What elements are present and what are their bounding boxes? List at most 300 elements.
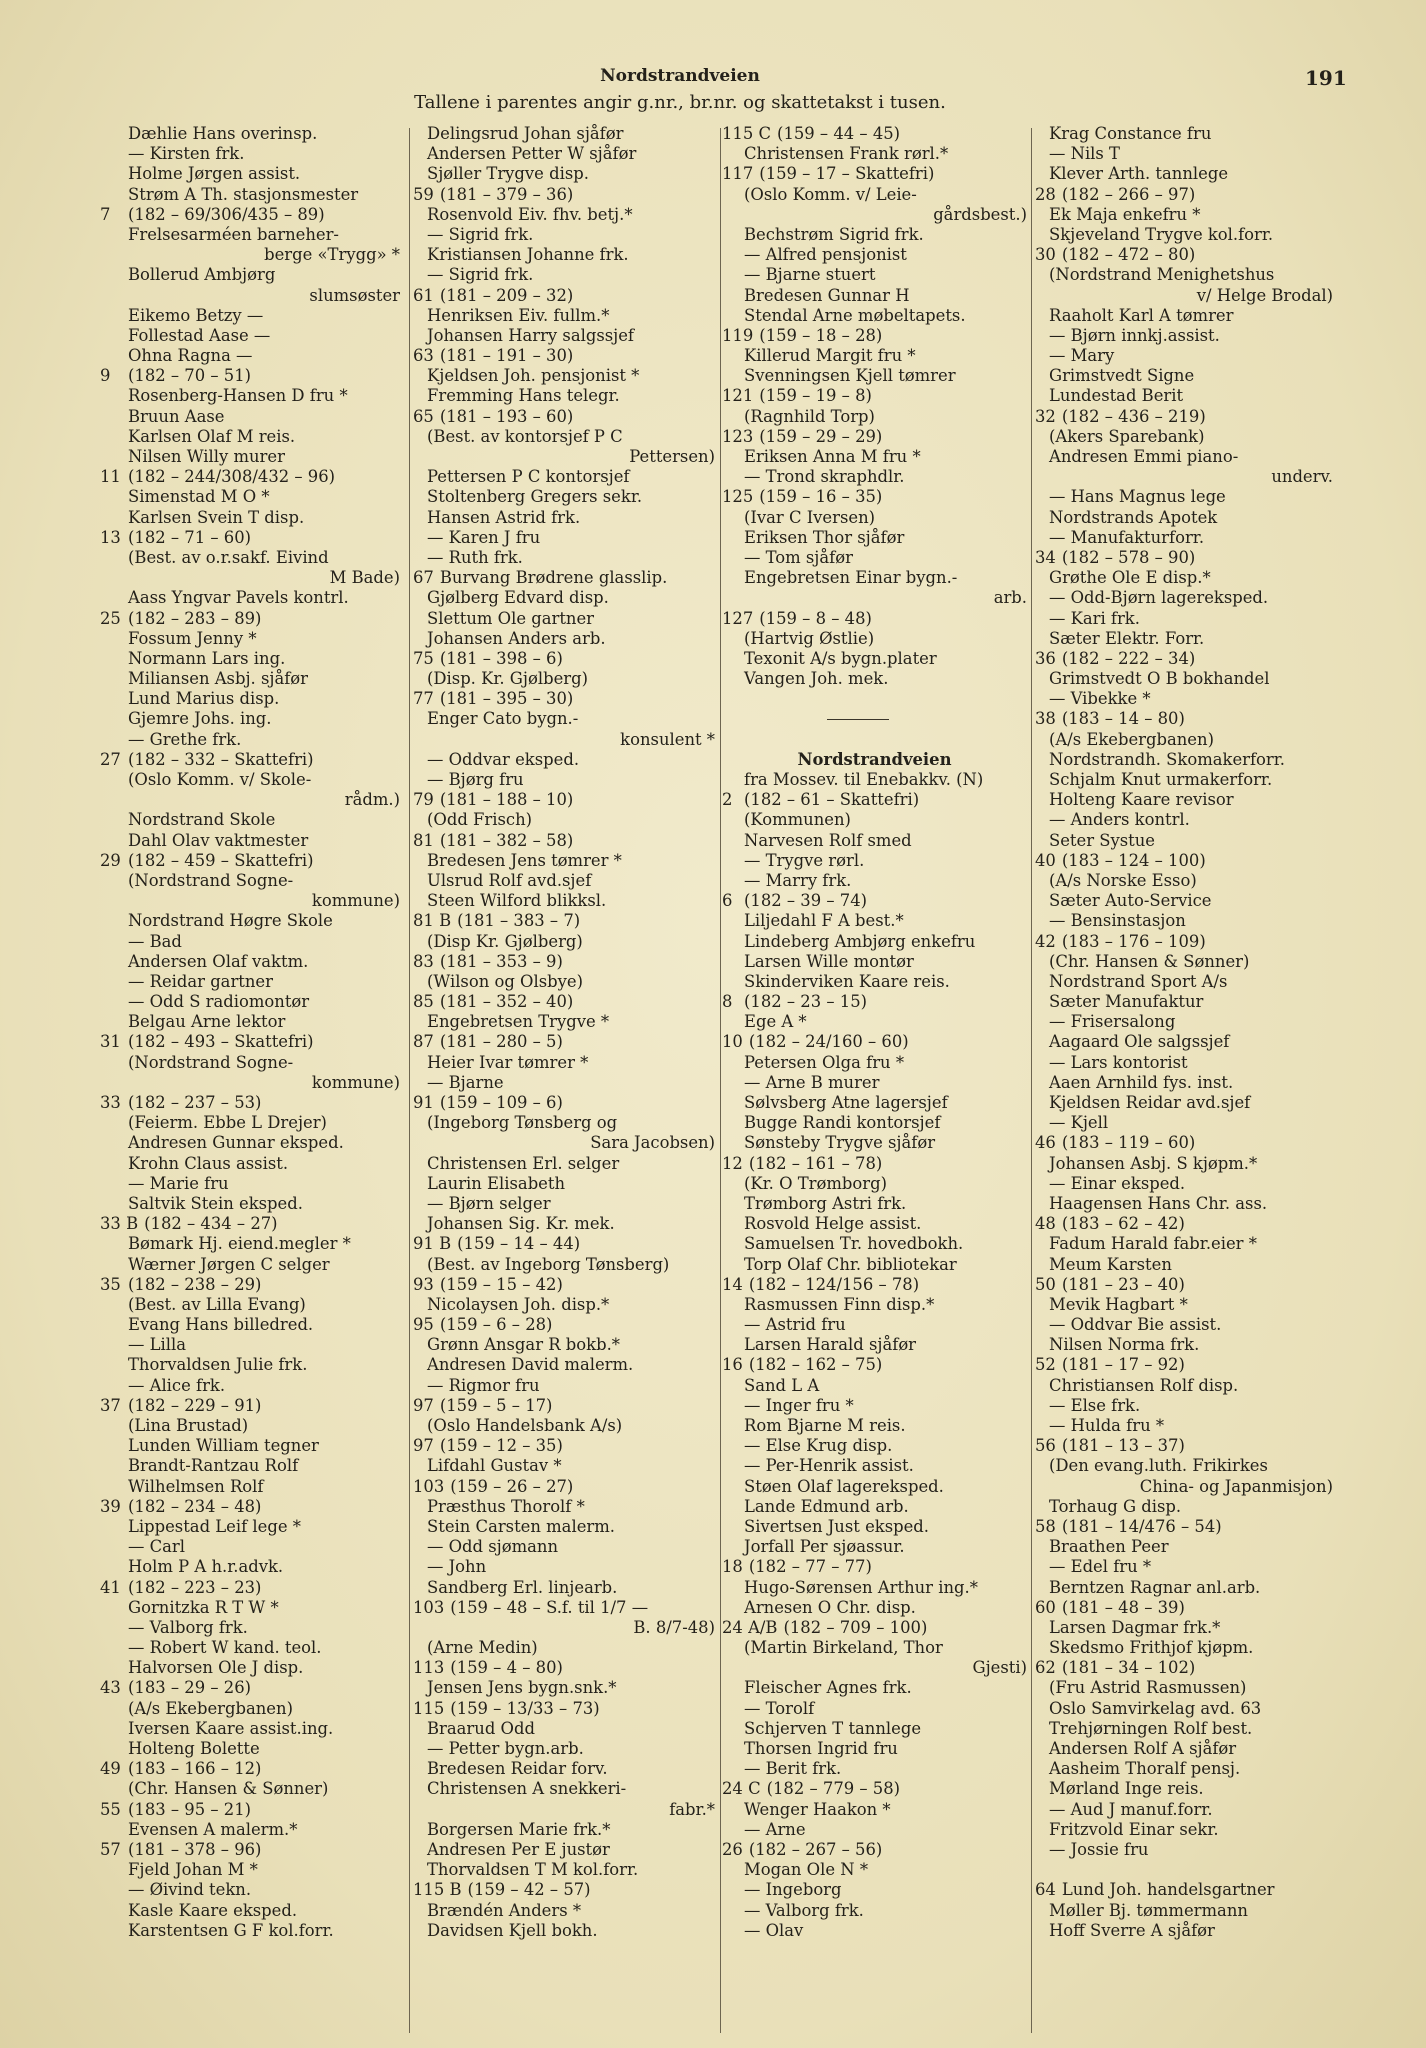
directory-line <box>722 124 1027 144</box>
directory-line <box>413 1537 715 1557</box>
entry-text: Berntzen Ragnar anl.arb. <box>1049 1577 1261 1597</box>
entry-text: Liljedahl F A best.* <box>744 911 904 931</box>
entry-text: (Oslo Komm. v/ Leie- <box>744 184 917 204</box>
entry-text: Hugo-Sørensen Arthur ing.* <box>744 1577 978 1597</box>
entry-text: — Sigrid frk. <box>427 265 534 285</box>
directory-line <box>413 386 715 406</box>
house-number: 91 B <box>413 1234 452 1254</box>
entry-text: Nordstrandh. Skomakerforr. <box>1049 749 1285 769</box>
directory-line <box>722 447 1027 467</box>
entry-text: Nordstrand Skole <box>128 810 276 830</box>
entry-text: Nordstrand Sport A/s <box>1049 971 1228 991</box>
entry-text: Karlsen Olaf M reis. <box>128 426 296 446</box>
directory-line <box>413 427 715 447</box>
column-3 <box>722 124 1027 1941</box>
entry-text: Simenstad M O * <box>128 487 270 507</box>
directory-line <box>100 1860 400 1880</box>
directory-line <box>1035 366 1333 386</box>
entry-text: Kjeldsen Reidar avd.sjef <box>1049 1093 1251 1112</box>
directory-line <box>413 770 715 790</box>
entry-text: (182 – 61 – Skattefri) <box>744 790 920 810</box>
entry-text: — Kari frk. <box>1049 608 1140 628</box>
directory-line <box>413 1113 715 1133</box>
directory-line <box>1035 871 1333 891</box>
directory-line <box>1035 1477 1333 1497</box>
entry-text: Kristiansen Johanne frk. <box>427 245 629 265</box>
entry-text: — Berit frk. <box>744 1759 842 1779</box>
directory-line <box>100 1779 400 1799</box>
entry-text: Larsen Wille montør <box>744 951 914 971</box>
entry-text: — Oddvar eksped. <box>427 749 580 769</box>
house-number: 30 <box>1035 245 1056 265</box>
directory-line <box>722 225 1027 245</box>
entry-text: Braathen Peer <box>1049 1537 1169 1557</box>
entry-text: — Kjell <box>1049 1113 1109 1133</box>
directory-line <box>100 1194 400 1214</box>
house-number: 38 <box>1035 709 1056 729</box>
directory-line <box>100 1618 400 1638</box>
entry-text: Fritzvold Einar sekr. <box>1049 1819 1219 1839</box>
entry-text: — Rigmor fru <box>427 1375 540 1395</box>
directory-line <box>722 144 1027 164</box>
directory-line <box>1035 1800 1333 1820</box>
entry-text: — Hulda fru * <box>1049 1416 1165 1435</box>
entry-text: Stoltenberg Gregers sekr. <box>427 487 643 507</box>
entry-text: — Sigrid frk. <box>427 224 534 244</box>
directory-line <box>722 427 1027 447</box>
directory-line <box>413 1073 715 1093</box>
entry-text: Bredesen Jens tømrer * <box>427 850 622 870</box>
directory-line <box>100 185 400 205</box>
column-divider <box>1031 128 1032 2033</box>
entry-text: (182 – 237 – 53) <box>128 1093 262 1112</box>
entry-text: Engebretsen Trygve * <box>427 1012 610 1032</box>
entry-text: Meum Karsten <box>1049 1254 1172 1274</box>
entry-text: (181 – 48 – 39) <box>1061 1597 1185 1617</box>
directory-line <box>1035 1618 1333 1638</box>
directory-line <box>100 286 400 306</box>
directory-line <box>722 1901 1027 1921</box>
directory-line <box>1035 851 1333 871</box>
entry-text: (Best. av Lilla Evang) <box>128 1294 306 1314</box>
directory-line <box>100 265 400 285</box>
entry-text: (182 – 77 – 77) <box>748 1557 872 1577</box>
entry-text: — Bjarne <box>427 1072 504 1092</box>
entry-text: (Best. av kontorsjef P C <box>427 426 623 446</box>
entry-text: Præsthus Thorolf * <box>427 1496 585 1516</box>
directory-line <box>722 1032 1027 1052</box>
directory-line <box>413 467 715 487</box>
directory-line <box>100 447 400 467</box>
entry-text: (181 – 191 – 30) <box>439 346 574 366</box>
house-number: 33 B <box>100 1214 139 1234</box>
entry-text: Sæter Manufaktur <box>1049 992 1204 1012</box>
house-number: 11 <box>100 467 121 487</box>
entry-text: (182 – 71 – 60) <box>128 527 252 547</box>
entry-text: Møller Bj. tømmermann <box>1049 1900 1248 1920</box>
directory-line <box>1035 1315 1333 1335</box>
entry-text: Wærner Jørgen C selger <box>128 1254 330 1274</box>
entry-text: Follestad Aase — <box>128 325 271 345</box>
directory-line <box>1035 407 1333 427</box>
entry-text: (181 – 23 – 40) <box>1061 1274 1185 1294</box>
entry-text: (181 – 383 – 7) <box>457 911 581 931</box>
directory-line <box>100 124 400 144</box>
directory-line <box>100 1154 400 1174</box>
entry-text: — Lilla <box>128 1335 186 1355</box>
directory-line <box>1035 1456 1333 1476</box>
directory-line <box>100 1113 400 1133</box>
directory-line <box>413 1658 715 1678</box>
directory-line <box>100 366 400 386</box>
entry-text: Mevik Hagbart * <box>1049 1294 1188 1314</box>
column-4 <box>1035 124 1333 1941</box>
entry-text: Brandt-Rantzau Rolf <box>128 1456 299 1476</box>
entry-text: — Arne B murer <box>744 1072 880 1092</box>
entry-text: — Einar eksped. <box>1049 1173 1186 1193</box>
section-rule <box>827 719 889 720</box>
directory-line <box>100 144 400 164</box>
entry-text: Schjerven T tannlege <box>744 1718 922 1738</box>
entry-text: (182 – 24/160 – 60) <box>748 1032 909 1052</box>
directory-line <box>1035 588 1333 608</box>
entry-text: (159 – 8 – 48) <box>759 608 872 628</box>
entry-text: (181 – 395 – 30) <box>439 689 574 709</box>
entry-text: — Olav <box>744 1920 804 1940</box>
entry-text: Seter Systue <box>1049 830 1156 850</box>
entry-text: Ulsrud Rolf avd.sjef <box>427 870 592 890</box>
entry-text: Oslo Samvirkelag avd. 63 <box>1049 1698 1262 1718</box>
house-number: 40 <box>1035 850 1056 870</box>
directory-line <box>1035 1820 1333 1840</box>
entry-text: Krohn Claus assist. <box>128 1153 289 1173</box>
directory-line <box>1035 225 1333 245</box>
entry-text: Normann Lars ing. <box>128 648 286 668</box>
directory-line <box>722 629 1027 649</box>
directory-line <box>413 1396 715 1416</box>
entry-text: Klever Arth. tannlege <box>1049 164 1229 184</box>
entry-text: (159 – 12 – 35) <box>439 1436 563 1456</box>
directory-line <box>1035 1860 1333 1880</box>
directory-line <box>722 1840 1027 1860</box>
directory-line <box>413 1800 715 1820</box>
entry-text: (159 – 29 – 29) <box>759 426 883 446</box>
entry-text: Grimstvedt Signe <box>1049 366 1195 386</box>
entry-text: Bredesen Reidar forv. <box>427 1759 608 1779</box>
entry-text: — Else Krug disp. <box>744 1436 893 1456</box>
directory-line <box>1035 124 1333 144</box>
house-number: 49 <box>100 1759 121 1779</box>
directory-line <box>1035 164 1333 184</box>
entry-text: Larsen Dagmar frk.* <box>1049 1617 1221 1637</box>
directory-line <box>722 649 1027 669</box>
directory-line <box>413 1416 715 1436</box>
house-number: 87 <box>413 1032 434 1052</box>
entry-text: (Disp Kr. Gjølberg) <box>427 931 583 951</box>
directory-line <box>100 871 400 891</box>
directory-line <box>1035 205 1333 225</box>
directory-line <box>1035 185 1333 205</box>
entry-text: M Bade) <box>329 568 400 588</box>
house-number: 33 <box>100 1093 121 1112</box>
directory-line <box>1035 1497 1333 1517</box>
entry-text: Narvesen Rolf smed <box>744 830 912 850</box>
directory-line <box>413 831 715 851</box>
directory-line <box>413 1497 715 1517</box>
directory-line <box>722 1355 1027 1375</box>
directory-line <box>1035 891 1333 911</box>
directory-line <box>1035 1638 1333 1658</box>
entry-text: Christensen Erl. selger <box>427 1153 620 1173</box>
directory-line <box>722 891 1027 911</box>
directory-line <box>413 1436 715 1456</box>
entry-text: Belgau Arne lektor <box>128 1012 286 1032</box>
entry-text: (159 – 5 – 17) <box>439 1395 553 1415</box>
entry-text: (181 – 13 – 37) <box>1061 1436 1185 1456</box>
entry-text: Sæter Auto-Service <box>1049 891 1212 911</box>
directory-line <box>100 245 400 265</box>
directory-line <box>100 1214 400 1234</box>
house-number: 7 <box>100 204 111 224</box>
directory-line <box>100 1477 400 1497</box>
directory-line <box>1035 831 1333 851</box>
entry-text: Dæhlie Hans overinsp. <box>128 124 318 143</box>
directory-line <box>413 1053 715 1073</box>
directory-line <box>722 972 1027 992</box>
entry-text: Raaholt Karl A tømrer <box>1049 305 1234 325</box>
directory-line <box>1035 1073 1333 1093</box>
directory-line <box>413 750 715 770</box>
entry-text: Aasheim Thoralf pensj. <box>1049 1759 1241 1779</box>
entry-text: (Martin Birkeland, Thor <box>744 1638 943 1658</box>
entry-text: fabr.* <box>669 1799 715 1819</box>
entry-text: Bugge Randi kontorsjef <box>744 1113 941 1133</box>
directory-line <box>722 1416 1027 1436</box>
directory-line <box>1035 1517 1333 1537</box>
entry-text: — Mary <box>1049 346 1115 366</box>
entry-text: Bredesen Gunnar H <box>744 285 910 305</box>
entry-text: rådm.) <box>344 790 400 810</box>
directory-line <box>722 831 1027 851</box>
directory-line <box>722 1436 1027 1456</box>
house-number: 59 <box>413 184 434 204</box>
entry-text: (A/s Ekebergbanen) <box>128 1698 293 1718</box>
house-number: 61 <box>413 285 434 305</box>
directory-line <box>100 689 400 709</box>
page-subtitle: Tallene i parentes angir g.nr., br.nr. og skattetakst i tusen. <box>414 92 946 113</box>
entry-text: (Odd Frisch) <box>427 810 533 830</box>
entry-text: Engebretsen Einar bygn.- <box>744 568 958 588</box>
entry-text: (Hartvig Østlie) <box>744 628 875 648</box>
directory-line <box>100 568 400 588</box>
directory-line <box>722 1820 1027 1840</box>
directory-line <box>100 1416 400 1436</box>
entry-text: Torp Olaf Chr. bibliotekar <box>744 1254 957 1274</box>
directory-line <box>722 750 1027 770</box>
entry-text: — Robert W kand. teol. <box>128 1638 322 1658</box>
entry-text: (159 – 16 – 35) <box>759 487 883 507</box>
entry-text: Stein Carsten malerm. <box>427 1516 615 1536</box>
entry-text: Rosenberg-Hansen D fru * <box>128 386 348 406</box>
directory-line <box>413 1860 715 1880</box>
column-1 <box>100 124 400 1941</box>
entry-text: Hoff Sverre A sjåfør <box>1049 1920 1215 1940</box>
entry-text: (182 – 266 – 97) <box>1061 184 1196 204</box>
entry-text: (182 – 162 – 75) <box>748 1355 883 1375</box>
house-number: 32 <box>1035 406 1056 426</box>
entry-text: v/ Helge Brodal) <box>1196 285 1333 305</box>
directory-line <box>413 810 715 830</box>
directory-line <box>100 326 400 346</box>
entry-text: Gjesti) <box>972 1658 1027 1678</box>
entry-text: (182 – 23 – 15) <box>744 992 868 1012</box>
entry-text: Wilhelmsen Rolf <box>128 1476 264 1496</box>
house-number: 77 <box>413 689 434 709</box>
directory-line <box>1035 1133 1333 1153</box>
entry-text: Krag Constance fru <box>1049 124 1212 143</box>
directory-line <box>100 1638 400 1658</box>
directory-line <box>1035 750 1333 770</box>
house-number: 117 <box>722 164 754 184</box>
directory-line <box>413 1295 715 1315</box>
directory-line <box>1035 932 1333 952</box>
directory-line <box>413 1901 715 1921</box>
entry-text: Lippestad Leif lege * <box>128 1516 301 1536</box>
directory-line <box>100 306 400 326</box>
directory-line <box>100 629 400 649</box>
entry-text: Holteng Kaare revisor <box>1049 790 1234 810</box>
entry-text: — Kirsten frk. <box>128 144 245 164</box>
directory-line <box>722 1335 1027 1355</box>
directory-line <box>1035 1901 1333 1921</box>
house-number: 67 <box>413 568 434 588</box>
entry-text: Andersen Petter W sjåfør <box>427 144 637 164</box>
directory-line <box>722 1759 1027 1779</box>
directory-line <box>1035 386 1333 406</box>
directory-line <box>100 891 400 911</box>
directory-line <box>1035 1699 1333 1719</box>
directory-line <box>1035 1194 1333 1214</box>
directory-line <box>722 1880 1027 1900</box>
directory-line <box>1035 1779 1333 1799</box>
entry-text: Brændén Anders * <box>427 1900 582 1920</box>
house-number: 24 A/B <box>722 1617 778 1637</box>
directory-line <box>100 407 400 427</box>
entry-text: Johansen Asbj. S kjøpm.* <box>1049 1153 1258 1173</box>
house-number: 121 <box>722 386 754 406</box>
entry-text: (182 – 267 – 56) <box>748 1839 883 1859</box>
entry-text: Christensen Frank rørl.* <box>744 144 949 164</box>
entry-text: kommune) <box>311 891 400 911</box>
directory-line <box>100 1093 400 1113</box>
house-number: 31 <box>100 1032 121 1052</box>
directory-line <box>722 1800 1027 1820</box>
entry-text: (181 – 209 – 32) <box>439 285 574 305</box>
entry-text: Bømark Hj. eiend.megler * <box>128 1234 351 1254</box>
directory-line <box>1035 1598 1333 1618</box>
directory-line <box>100 386 400 406</box>
directory-line <box>1035 346 1333 366</box>
directory-line <box>100 1557 400 1577</box>
directory-line <box>413 1456 715 1476</box>
entry-text: Lund Marius disp. <box>128 689 280 709</box>
entry-text: (Wilson og Olsbye) <box>427 971 583 991</box>
directory-line <box>1035 508 1333 528</box>
directory-line <box>1035 245 1333 265</box>
entry-text: Fjeld Johan M * <box>128 1860 258 1880</box>
entry-text: Torhaug G disp. <box>1049 1496 1182 1516</box>
entry-text: — Manufakturforr. <box>1049 527 1205 547</box>
directory-line <box>1035 528 1333 548</box>
directory-line <box>1035 1376 1333 1396</box>
entry-text: Andresen David malerm. <box>427 1355 634 1375</box>
entry-text: Thorsen Ingrid fru <box>744 1739 898 1758</box>
house-number: 85 <box>413 992 434 1012</box>
directory-line <box>100 1840 400 1860</box>
entry-text: (181 – 14/476 – 54) <box>1061 1516 1222 1536</box>
directory-line <box>100 1699 400 1719</box>
directory-line <box>413 245 715 265</box>
entry-text: Delingsrud Johan sjåfør <box>427 124 624 143</box>
house-number: 50 <box>1035 1274 1056 1294</box>
house-number: 95 <box>413 1315 434 1335</box>
house-number: 64 <box>1035 1880 1056 1900</box>
house-number: 103 <box>413 1597 445 1617</box>
house-number: 81 <box>413 830 434 850</box>
entry-text: — Tom sjåfør <box>744 547 853 567</box>
entry-text: — Bjørn innkj.assist. <box>1049 325 1220 345</box>
house-number: 113 <box>413 1658 445 1678</box>
house-number: 119 <box>722 325 754 345</box>
entry-text: Thorvaldsen Julie frk. <box>128 1355 308 1375</box>
house-number: 28 <box>1035 184 1056 204</box>
directory-line <box>413 1093 715 1113</box>
entry-text: (159 – 44 – 45) <box>777 124 901 143</box>
entry-text: Burvang Brødrene glasslip. <box>439 568 668 588</box>
entry-text: Aaen Arnhild fys. inst. <box>1049 1072 1234 1092</box>
directory-line <box>1035 649 1333 669</box>
entry-text: (181 – 353 – 9) <box>439 951 563 971</box>
directory-line <box>1035 1032 1333 1052</box>
directory-line <box>413 366 715 386</box>
house-number: 2 <box>722 790 733 810</box>
directory-line <box>100 709 400 729</box>
directory-line <box>1035 1012 1333 1032</box>
entry-text: — Ruth frk. <box>427 547 523 567</box>
directory-line <box>1035 1537 1333 1557</box>
directory-line <box>1035 286 1333 306</box>
directory-line <box>722 548 1027 568</box>
entry-text: Laurin Elisabeth <box>427 1173 566 1193</box>
house-number: 43 <box>100 1678 121 1698</box>
house-number: 18 <box>722 1557 743 1577</box>
entry-text: Saltvik Stein eksped. <box>128 1193 303 1213</box>
entry-text: Andresen Per E justør <box>427 1839 610 1859</box>
entry-text: (181 – 17 – 92) <box>1061 1355 1185 1375</box>
directory-line <box>1035 487 1333 507</box>
entry-text: — Bjørn selger <box>427 1193 551 1213</box>
directory-line <box>100 932 400 952</box>
directory-line <box>722 689 1027 709</box>
entry-text: Bollerud Ambjørg <box>128 265 276 285</box>
directory-line <box>1035 1759 1333 1779</box>
directory-line <box>100 851 400 871</box>
entry-text: Gjemre Johs. ing. <box>128 709 272 729</box>
entry-text: Mørland Inge reis. <box>1049 1779 1204 1799</box>
directory-line <box>413 1012 715 1032</box>
entry-text: China- og Japanmisjon) <box>1139 1476 1333 1496</box>
entry-text: — Bjarne stuert <box>744 265 876 285</box>
